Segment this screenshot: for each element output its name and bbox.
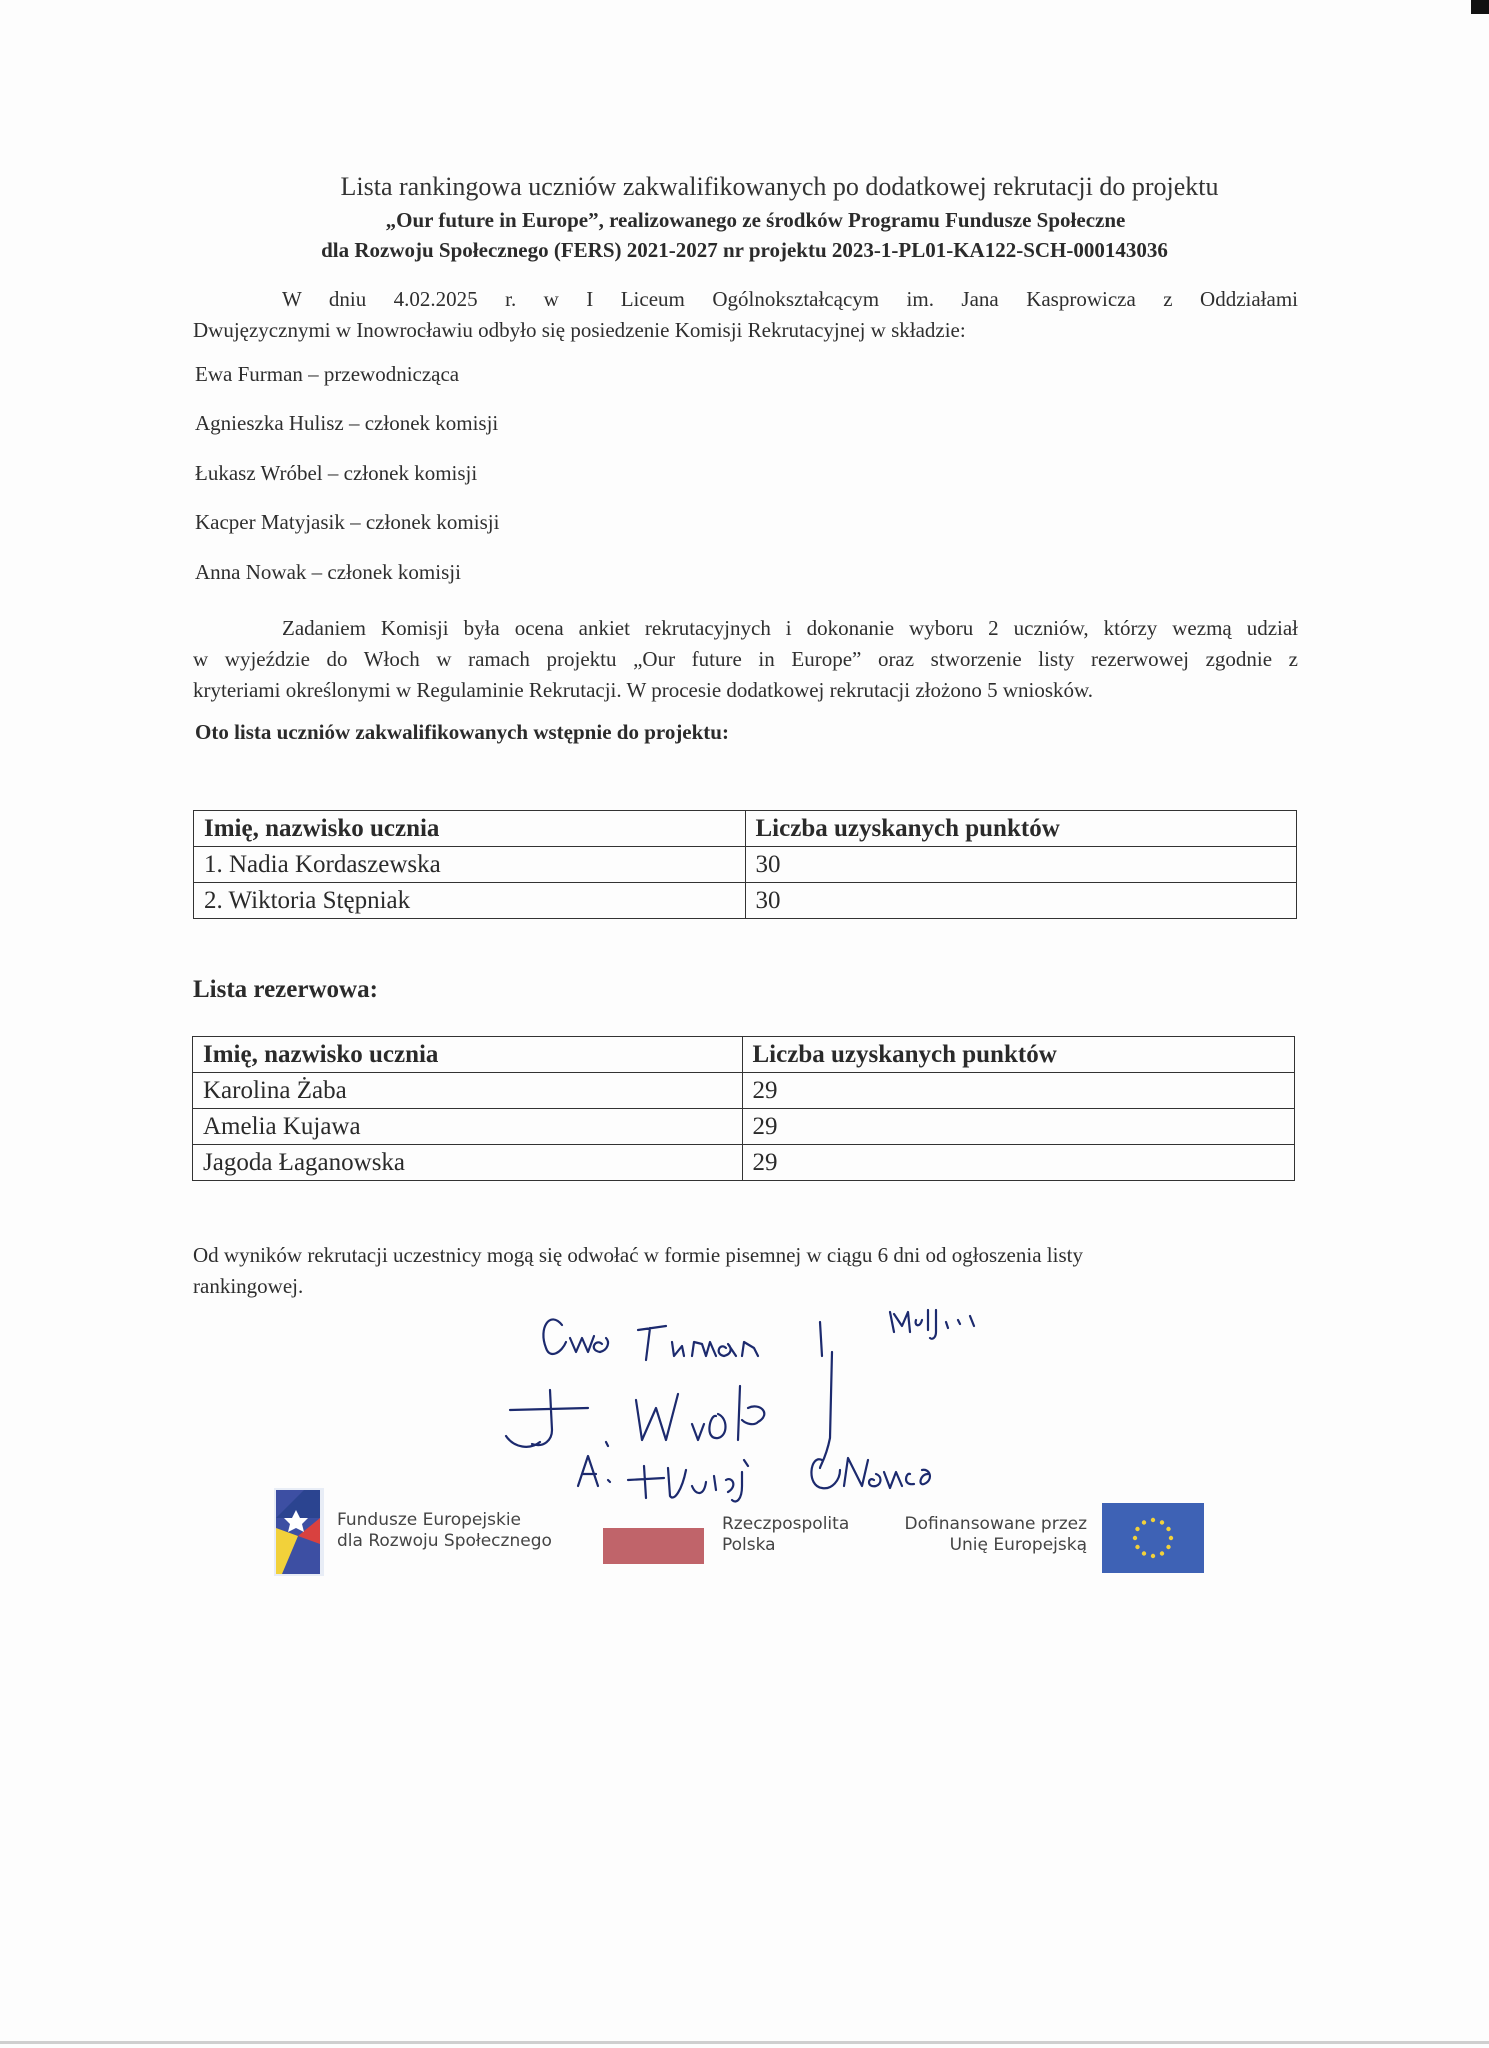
table-header-row <box>194 811 1297 847</box>
rp-logo-line: Polska <box>722 1535 776 1555</box>
student-name: Jagoda Łaganowska <box>193 1145 743 1181</box>
eu-logo-line: Unię Europejską <box>949 1535 1087 1555</box>
signature-hulisz <box>628 1460 748 1501</box>
table-header-row <box>193 1037 1295 1073</box>
column-header: Imię, nazwisko ucznia <box>194 811 746 847</box>
fers-logo-icon <box>274 1488 324 1576</box>
column-header: Liczba uzyskanych punktów <box>742 1037 1295 1073</box>
table-row <box>194 883 1297 919</box>
qualified-table <box>193 810 1297 919</box>
document-subtitle-line: dla Rozwoju Społecznego (FERS) 2021-2027 nr projektu 2023-1-PL01-KA122-SCH-000143036 <box>321 238 1168 262</box>
table-row <box>193 1073 1295 1109</box>
eu-flag-icon <box>1102 1503 1204 1573</box>
committee-member: Agnieszka Hulisz – członek komisji <box>195 411 499 435</box>
signature-matyjasik <box>890 1310 974 1339</box>
fers-logo-line: Fundusze Europejskie <box>337 1510 521 1530</box>
appeal-line: Od wyników rekrutacji uczestnicy mogą się odwołać w formie pisemnej w ciągu 6 dni od ogłoszenia listy <box>193 1243 1083 1267</box>
eu-logo-text <box>897 1514 1087 1556</box>
committee-member: Anna Nowak – członek komisji <box>195 560 461 584</box>
signatures-block <box>470 1290 1090 1540</box>
student-name: 1. Nadia Kordaszewska <box>194 847 746 883</box>
document-subtitle-line: „Our future in Europe”, realizowanego ze środków Programu Fundusze Społeczne <box>385 208 1126 232</box>
table-row <box>194 847 1297 883</box>
scan-edge-line <box>0 2041 1489 2044</box>
student-points: 30 <box>745 847 1297 883</box>
task-line: w wyjeździe do Włoch w ramach projektu „Our future in Europe” oraz stworzenie listy rezerwowej zgodnie z <box>193 647 1298 671</box>
scan-edge-mark <box>1471 0 1489 14</box>
signature-ewa-furman <box>543 1319 608 1354</box>
intro-line: W dniu 4.02.2025 r. w I Liceum Ogólnokształcącym im. Jana Kasprowicza z Oddziałami <box>282 287 1298 311</box>
reserve-table <box>192 1036 1295 1181</box>
column-header: Liczba uzyskanych punktów <box>745 811 1297 847</box>
intro-line: Dwujęzycznymi w Inowrocławiu odbyło się posiedzenie Komisji Rekrutacyjnej w składzie: <box>193 318 966 342</box>
polish-flag-icon <box>603 1528 704 1564</box>
fers-logo-text <box>337 1510 552 1552</box>
signature-nowak <box>811 1458 929 1488</box>
column-header: Imię, nazwisko ucznia <box>193 1037 743 1073</box>
committee-member: Ewa Furman – przewodnicząca <box>195 362 460 386</box>
rp-logo-text <box>722 1514 849 1556</box>
student-points: 29 <box>742 1109 1295 1145</box>
fers-logo-line: dla Rozwoju Społecznego <box>337 1531 552 1551</box>
document-title: Lista rankingowa uczniów zakwalifikowanych po dodatkowej rekrutacji do projektu <box>340 172 1219 201</box>
eu-logo-line: Dofinansowane przez <box>904 1514 1087 1534</box>
intro-paragraph <box>193 284 1298 346</box>
signature-wrobel <box>506 1390 608 1447</box>
reserve-heading: Lista rezerwowa: <box>193 976 378 1003</box>
task-line: kryteriami określonymi w Regulaminie Rekrutacji. W procesie dodatkowej rekrutacji złożono 5 wniosków. <box>193 678 1094 702</box>
signature-ewa-furman <box>638 1326 758 1360</box>
student-name: Karolina Żaba <box>193 1073 743 1109</box>
committee-member: Łukasz Wróbel – członek komisji <box>195 461 478 485</box>
task-paragraph <box>193 613 1298 706</box>
student-name: Amelia Kujawa <box>193 1109 743 1145</box>
table-row <box>193 1145 1295 1181</box>
student-points: 30 <box>745 883 1297 919</box>
student-points: 29 <box>742 1145 1295 1181</box>
task-line: Zadaniem Komisji była ocena ankiet rekrutacyjnych i dokonanie wyboru 2 uczniów, którzy wezmą udział <box>282 616 1298 640</box>
student-points: 29 <box>742 1073 1295 1109</box>
student-name: 2. Wiktoria Stępniak <box>194 883 746 919</box>
appeal-line: rankingowej. <box>193 1274 304 1298</box>
signature-hulisz <box>578 1456 610 1486</box>
signature-wrobel <box>636 1386 764 1440</box>
rp-logo-line: Rzeczpospolita <box>722 1514 850 1534</box>
committee-member: Kacper Matyjasik – członek komisji <box>195 510 500 534</box>
table-row <box>193 1109 1295 1145</box>
qualified-heading: Oto lista uczniów zakwalifikowanych wstępnie do projektu: <box>195 720 729 744</box>
